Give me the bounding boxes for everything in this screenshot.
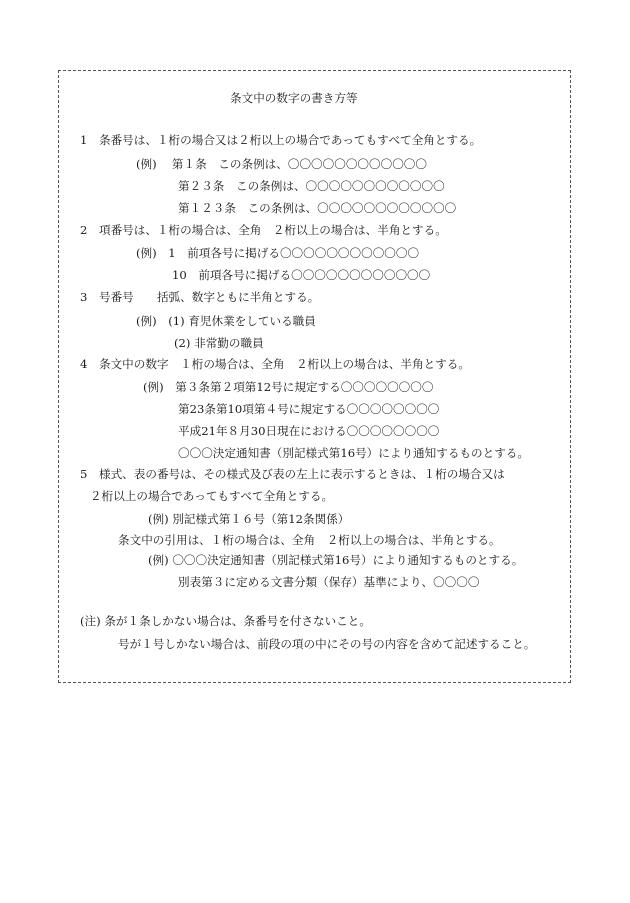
note-line: (注) 条が１条しかない場合は、条番号を付さないこと。 [80,614,371,628]
clause-4: 4 条文中の数字 １桁の場合は、全角 ２桁以上の場合は、半角とする。 [80,357,470,371]
citation-rule: 条文中の引用は、１桁の場合は、全角 ２桁以上の場合は、半角とする。 [118,533,501,547]
example-line: (例) 別記様式第１６号（第12条関係） [148,512,350,526]
example-line: (例) 1 前項各号に掲げる〇〇〇〇〇〇〇〇〇〇〇〇 [136,246,420,260]
example-line: 別表第３に定める文書分類（保存）基準により、〇〇〇〇 [178,575,480,589]
clause-5-continued: ２桁以上の場合であってもすべて全角とする。 [90,489,334,503]
example-line: (例) (1) 育児休業をしている職員 [136,314,316,328]
clause-1: 1 条番号は、１桁の場合又は２桁以上の場合であってもすべて全角とする。 [80,133,482,147]
clause-5: 5 様式、表の番号は、その様式及び表の左上に表示するときは、１桁の場合又は [80,467,505,481]
example-line: 第１２３条 この条例は、〇〇〇〇〇〇〇〇〇〇〇〇 [178,201,457,215]
example-line: (例) 第１条 この条例は、〇〇〇〇〇〇〇〇〇〇〇〇 [136,157,427,171]
clause-3: 3 号番号 括弧、数字ともに半角とする。 [80,290,320,304]
example-line: 第23条第10項第４号に規定する〇〇〇〇〇〇〇〇 [178,402,440,416]
example-line: 第２３条 この条例は、〇〇〇〇〇〇〇〇〇〇〇〇 [178,179,445,193]
note-line: 号が１号しかない場合は、前段の項の中にその号の内容を含めて記述すること。 [118,637,536,651]
document-title: 条文中の数字の書き方等 [230,91,358,105]
example-line: 10 前項各号に掲げる〇〇〇〇〇〇〇〇〇〇〇〇 [172,268,431,282]
example-line: (例) 〇〇〇決定通知書（別記様式第16号）により通知するものとする。 [148,553,524,567]
example-line: (例) 第３条第２項第12号に規定する〇〇〇〇〇〇〇〇 [143,380,434,394]
example-line: 平成21年８月30日現在における〇〇〇〇〇〇〇〇 [178,424,440,438]
example-line: (2) 非常勤の職員 [174,336,264,350]
example-line: 〇〇〇決定通知書（別記様式第16号）により通知するものとする。 [178,446,529,460]
clause-2: 2 項番号は、１桁の場合は、全角 ２桁以上の場合は、半角とする。 [80,223,447,237]
